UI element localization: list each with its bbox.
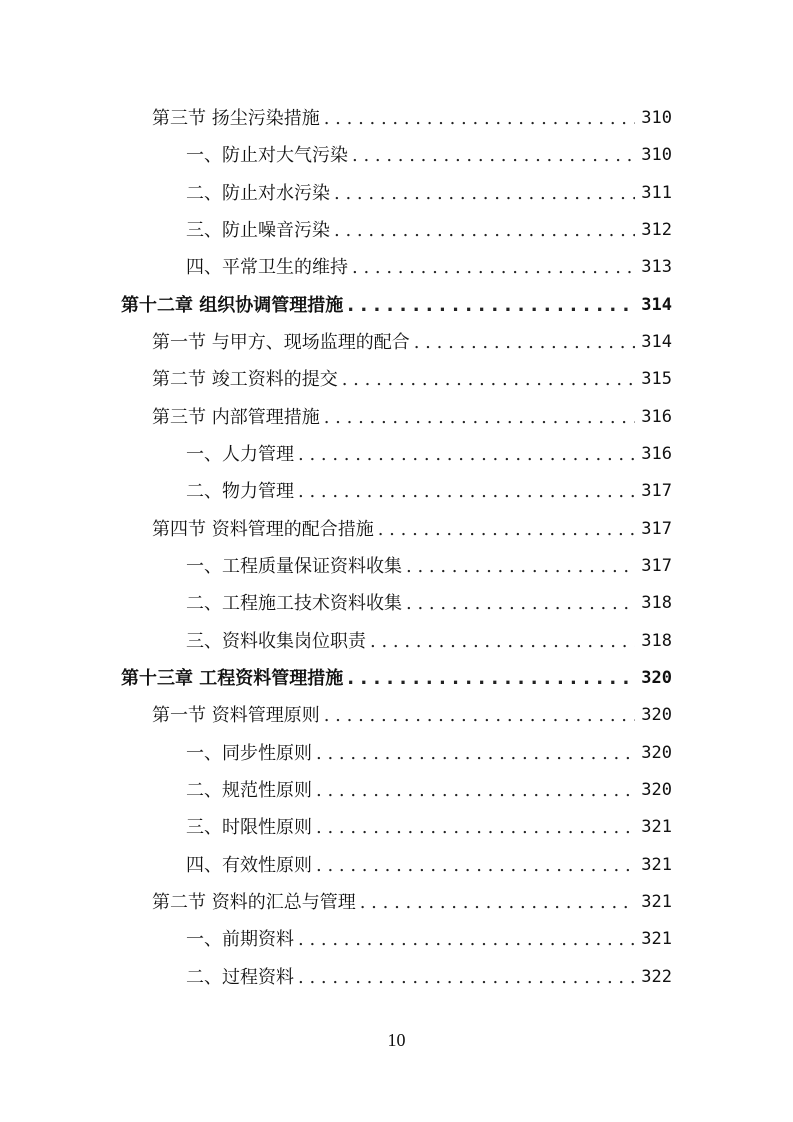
toc-entry-page: 310: [641, 145, 672, 165]
toc-entry[interactable]: [186, 137, 672, 174]
toc-entry-page: 314: [641, 295, 672, 315]
toc-entry-title: 二、规范性原则: [186, 780, 312, 801]
toc-entry[interactable]: [186, 921, 672, 958]
toc-entry-page: 321: [641, 892, 672, 912]
toc-entry-page: 317: [641, 481, 672, 501]
dot-leader: [370, 623, 635, 660]
toc-entry[interactable]: [186, 623, 672, 660]
dot-leader: [347, 287, 635, 324]
toc-entry-title: 第十三章 工程资料管理措施: [121, 668, 344, 689]
toc-entry-page: 321: [641, 855, 672, 875]
dot-leader: [324, 399, 636, 436]
toc-entry-title: 第三节 扬尘污染措施: [152, 108, 320, 129]
toc-entry[interactable]: [152, 697, 672, 734]
toc-entry[interactable]: [186, 175, 672, 212]
dot-leader: [316, 735, 635, 772]
dot-leader: [406, 585, 635, 622]
toc-entry[interactable]: [186, 473, 672, 510]
toc-entry-title: 第三节 内部管理措施: [152, 407, 320, 428]
dot-leader: [298, 921, 635, 958]
dot-leader: [324, 100, 636, 137]
toc-entry-title: 一、工程质量保证资料收集: [186, 556, 402, 577]
toc-entry-title: 第一节 与甲方、现场监理的配合: [152, 332, 410, 353]
toc-entry-page: 320: [641, 743, 672, 763]
toc-entry-title: 三、时限性原则: [186, 817, 312, 838]
toc-entry-title: 一、前期资料: [186, 929, 294, 950]
toc-entry-page: 320: [641, 780, 672, 800]
toc-entry-page: 318: [641, 593, 672, 613]
dot-leader: [316, 809, 635, 846]
dot-leader: [298, 959, 635, 996]
toc-entry[interactable]: [186, 436, 672, 473]
toc-entry[interactable]: [186, 735, 672, 772]
page-number: 10: [387, 1030, 406, 1050]
toc-entry[interactable]: [186, 548, 672, 585]
dot-leader: [406, 548, 635, 585]
toc-entry-title: 四、平常卫生的维持: [186, 257, 348, 278]
toc-entry-page: 317: [641, 556, 672, 576]
toc-entry-page: 311: [641, 183, 672, 203]
toc-entry-title: 第四节 资料管理的配合措施: [152, 519, 374, 540]
toc-entry-page: 310: [641, 108, 672, 128]
toc-entry[interactable]: [186, 847, 672, 884]
dot-leader: [316, 772, 635, 809]
toc-entry-title: 第十二章 组织协调管理措施: [121, 295, 344, 316]
toc-entry[interactable]: [152, 884, 672, 921]
toc-entry-title: 一、同步性原则: [186, 743, 312, 764]
toc-entry[interactable]: [186, 772, 672, 809]
toc-entry-page: 314: [641, 332, 672, 352]
toc-entry-title: 三、防止噪音污染: [186, 220, 330, 241]
dot-leader: [316, 847, 635, 884]
toc-entry-page: 313: [641, 257, 672, 277]
dot-leader: [378, 511, 636, 548]
toc-entry-page: 321: [641, 817, 672, 837]
dot-leader: [414, 324, 636, 361]
toc-entry[interactable]: [186, 959, 672, 996]
dot-leader: [298, 473, 635, 510]
toc-entry-title: 二、物力管理: [186, 481, 294, 502]
toc-entry-title: 二、防止对水污染: [186, 183, 330, 204]
dot-leader: [347, 660, 635, 697]
toc-entry-title: 一、防止对大气污染: [186, 145, 348, 166]
toc-entry[interactable]: [152, 361, 672, 398]
dot-leader: [324, 697, 636, 734]
dot-leader: [352, 137, 635, 174]
toc-entry[interactable]: [186, 585, 672, 622]
toc-entry-page: 320: [641, 668, 672, 688]
toc-entry[interactable]: [152, 100, 672, 137]
toc-entry-title: 二、工程施工技术资料收集: [186, 593, 402, 614]
toc-entry[interactable]: [152, 324, 672, 361]
toc-entry-title: 一、人力管理: [186, 444, 294, 465]
dot-leader: [342, 361, 636, 398]
toc-entry-title: 第一节 资料管理原则: [152, 705, 320, 726]
dot-leader: [334, 212, 635, 249]
toc-entry-page: 322: [641, 967, 672, 987]
dot-leader: [334, 175, 635, 212]
toc-entry-title: 三、资料收集岗位职责: [186, 631, 366, 652]
toc-entry[interactable]: [152, 511, 672, 548]
toc-entry-page: 312: [641, 220, 672, 240]
dot-leader: [298, 436, 635, 473]
toc-entry[interactable]: [186, 249, 672, 286]
dot-leader: [352, 249, 635, 286]
dot-leader: [360, 884, 636, 921]
toc-chapter-entry[interactable]: [121, 287, 672, 324]
toc-entry[interactable]: [152, 399, 672, 436]
toc-entry-page: 318: [641, 631, 672, 651]
toc-entry-page: 320: [641, 705, 672, 725]
toc-entry-title: 第二节 资料的汇总与管理: [152, 892, 356, 913]
toc-entry-title: 第二节 竣工资料的提交: [152, 369, 338, 390]
toc-entry-page: 316: [641, 444, 672, 464]
toc-entry-title: 四、有效性原则: [186, 855, 312, 876]
toc-entry-page: 321: [641, 929, 672, 949]
toc-entry[interactable]: [186, 212, 672, 249]
toc-chapter-entry[interactable]: [121, 660, 672, 697]
toc-entry-page: 316: [641, 407, 672, 427]
toc-entry-page: 317: [641, 519, 672, 539]
toc-entry[interactable]: [186, 809, 672, 846]
toc-entry-page: 315: [641, 369, 672, 389]
toc-entry-title: 二、过程资料: [186, 967, 294, 988]
